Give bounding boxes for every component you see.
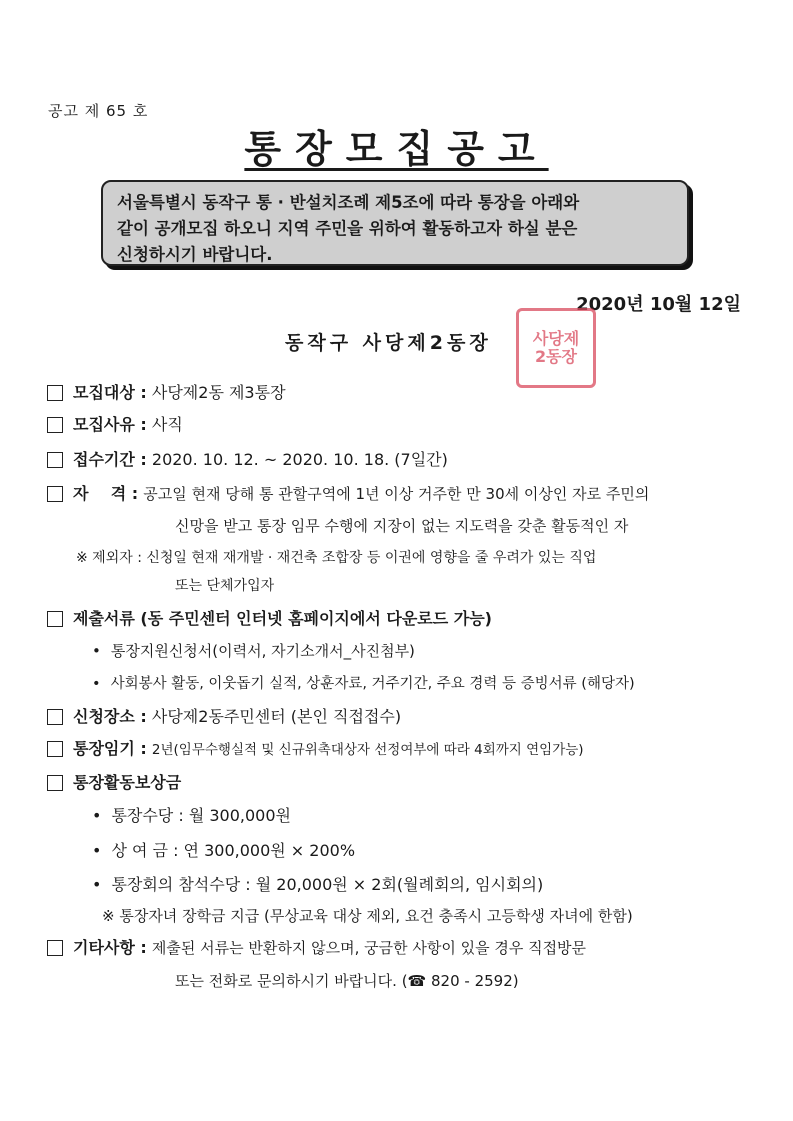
item-reason (47, 414, 183, 436)
target-label: 모집대상 : (73, 383, 147, 402)
intro-line-2: 같이 공개모집 하오니 지역 주민을 위하여 활동하고자 하실 분은 (117, 219, 578, 238)
notice-number: 공고 제 65 호 (48, 102, 149, 120)
place-label: 신청장소 : (73, 707, 147, 726)
item-etc (47, 937, 586, 959)
checkbox[interactable] (47, 385, 63, 401)
reason-label: 모집사유 : (73, 415, 147, 434)
checkbox[interactable] (47, 486, 63, 502)
term-value: 2년(임무수행실적 및 신규위촉대상자 선정여부에 따라 4회까지 연임가능) (151, 742, 584, 758)
notice-date: 2020년 10월 12일 (576, 294, 741, 315)
page-title (0, 118, 793, 173)
item-period (47, 449, 448, 471)
documents-item-1: • 통장지원신청서(이력서, 자기소개서_사진첨부) (92, 640, 415, 662)
checkbox[interactable] (47, 709, 63, 725)
issuing-office: 동작구 사당제2동장 (285, 332, 492, 354)
target-value: 사당제2동 제3통장 (151, 383, 286, 402)
checkbox[interactable] (47, 452, 63, 468)
period-value: 2020. 10. 12. ~ 2020. 10. 18. (7일간) (151, 450, 448, 469)
intro-line-1: 서울특별시 동작구 통 · 반설치조례 제5조에 따라 통장을 아래와 (117, 193, 580, 212)
item-place (47, 706, 401, 728)
compensation-label: 통장활동보상금 (73, 773, 182, 792)
checkbox[interactable] (47, 775, 63, 791)
title-text: 통장모집공고 (244, 127, 549, 171)
qualification-line-2: 신망을 받고 통장 임무 수행에 지장이 없는 지도력을 갖춘 활동적인 자 (175, 517, 629, 535)
compensation-item-1: • 통장수당 : 월 300,000원 (92, 805, 291, 827)
item-target (47, 382, 286, 404)
item-qualification (47, 483, 649, 505)
checkbox[interactable] (47, 940, 63, 956)
period-label: 접수기간 : (73, 450, 147, 469)
seal-line-1: 사당제 (532, 329, 580, 348)
etc-label: 기타사항 : (73, 938, 147, 957)
official-seal (516, 308, 596, 388)
exclusion-line-1: ※ 제외자 : 신청일 현재 재개발 · 재건축 조합장 등 이권에 영향을 줄 우려가 있는 직업 (76, 550, 597, 566)
item-term (47, 738, 584, 761)
compensation-note: ※ 통장자녀 장학금 지급 (무상교육 대상 제외, 요건 충족시 고등학생 자녀에 한함) (102, 907, 633, 925)
documents-label: 제출서류 (동 주민센터 인터넷 홈페이지에서 다운로드 가능) (73, 609, 492, 628)
etc-line-2: 또는 전화로 문의하시기 바랍니다. (☎ 820 - 2592) (175, 972, 519, 990)
qualification-label: 자 격 : (73, 484, 139, 503)
qualification-line-1: 공고일 현재 당해 통 관할구역에 1년 이상 거주한 만 30세 이상인 자로 주민의 (143, 485, 650, 503)
item-documents (47, 608, 492, 630)
compensation-item-2: • 상 여 금 : 연 300,000원 × 200% (92, 840, 355, 862)
intro-line-3: 신청하시기 바랍니다. (117, 245, 273, 264)
checkbox[interactable] (47, 611, 63, 627)
seal-line-2: 2동장 (534, 347, 578, 366)
etc-line-1: 제출된 서류는 반환하지 않으며, 궁금한 사항이 있을 경우 직접방문 (151, 939, 587, 957)
reason-value: 사직 (151, 415, 183, 434)
intro-box (101, 180, 689, 266)
compensation-item-3: • 통장회의 참석수당 : 월 20,000원 × 2회(월례회의, 임시회의) (92, 874, 543, 896)
exclusion-line-2: 또는 단체가입자 (175, 578, 275, 594)
item-compensation (47, 772, 181, 794)
place-value: 사당제2동주민센터 (본인 직접접수) (151, 707, 402, 726)
documents-item-2: • 사회봉사 활동, 이웃돕기 실적, 상훈자료, 거주기간, 주요 경력 등 증빙서류 (해당자) (92, 673, 635, 695)
checkbox[interactable] (47, 417, 63, 433)
checkbox[interactable] (47, 741, 63, 757)
term-label: 통장임기 : (73, 739, 147, 758)
